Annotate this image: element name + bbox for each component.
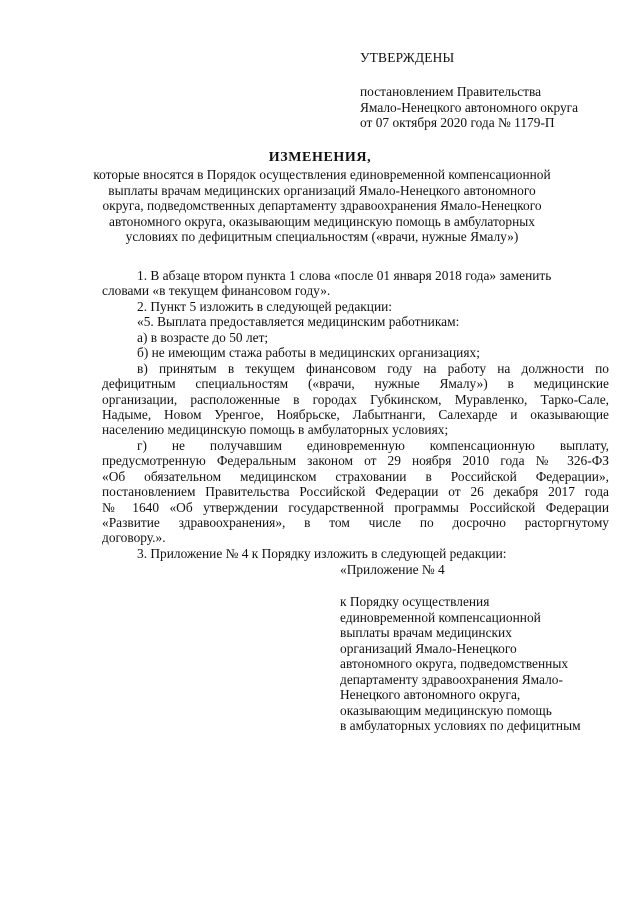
sub-item-g-line: г) не получавшим единовременную компенсационную выплату,	[137, 438, 609, 453]
appendix-line: организаций Ямало-Ненецкого	[340, 640, 517, 656]
approved-heading: УТВЕРЖДЕНЫ	[360, 50, 455, 65]
appendix-line: к Порядку осуществления	[340, 594, 490, 609]
document-title: ИЗМЕНЕНИЯ,	[268, 150, 372, 165]
sub-item-v-line: Надыме, Новом Уренгое, Ноябрьске, Лабытнанги, Салехарде и оказывающие	[102, 407, 609, 422]
sub-item-v-line: организации, расположенные в городах Губкинском, Муравленко, Тарко-Сале,	[102, 392, 609, 407]
sub-item-b: б) не имеющим стажа работы в медицинских организациях;	[137, 345, 480, 360]
sub-item-g-line: договору.».	[102, 530, 166, 545]
appendix-block	[340, 594, 610, 734]
sub-item-g-line: «Развитие здравоохранения», в том числе по досрочно расторгнутому	[102, 515, 609, 530]
subtitle-line: которые вносятся в Порядок осуществления единовременной компенсационной	[93, 167, 551, 182]
appendix-heading: «Приложение № 4	[340, 562, 445, 577]
sub-item-v-line: населению медицинскую помощь в амбулаторных условиях;	[102, 422, 449, 437]
appendix-line: в амбулаторных условиях по дефицитным	[340, 718, 581, 733]
appendix-line: Ненецкого автономного округа,	[340, 687, 521, 702]
appendix-line: выплаты врачам медицинских	[340, 625, 512, 640]
sub-item-g-line: «Об обязательном медицинском страховании в Российской Федерации»,	[102, 469, 609, 484]
document-subtitle	[80, 167, 564, 245]
sub-item-g-line: постановлением Правительства Российской Федерации от 26 декабря 2017 года	[102, 484, 609, 499]
sub-item-a: а) в возрасте до 50 лет;	[137, 330, 269, 345]
subtitle-line: выплаты врачам медицинских организаций Ямало-Ненецкого автономного	[108, 182, 536, 198]
sub-item-v-line: дефицитным специальностям («врачи, нужные Ямалу») в медицинские	[102, 376, 609, 391]
subtitle-line: округа, подведомственных департаменту здравоохранения Ямало-Ненецкого	[102, 198, 542, 213]
appendix-line: оказывающим медицинскую помощь	[340, 702, 552, 718]
appendix-line: автономного округа, подведомственных	[340, 656, 569, 671]
item-1-line-1: 1. В абзаце втором пункта 1 слова «после 01 января 2018 года» заменить	[137, 268, 552, 283]
item-2: 2. Пункт 5 изложить в следующей редакции:	[137, 299, 393, 314]
approval-line: от 07 октября 2020 года № 1179-П	[360, 115, 555, 130]
appendix-line: единовременной компенсационной	[340, 609, 541, 625]
subtitle-line: условиях по дефицитным специальностям («врачи, нужные Ямалу»)	[125, 229, 519, 244]
approval-line: постановлением Правительства	[360, 84, 542, 99]
sub-item-g-line: № 1640 «Об утверждении государственной программы Российской Федерации	[102, 500, 609, 515]
approval-line: Ямало-Ненецкого автономного округа	[360, 99, 579, 115]
quote-start: «5. Выплата предоставляется медицинским работникам:	[137, 314, 460, 329]
sub-item-g-line: предусмотренную Федеральным законом от 29 ноября 2010 года № 326-ФЗ	[102, 453, 609, 468]
item-1-line-2: словами «в текущем финансовом году».	[102, 283, 331, 298]
sub-item-v-line: в) принятым в текущем финансовом году на работу на должности по	[137, 361, 609, 376]
item-3: 3. Приложение № 4 к Порядку изложить в следующей редакции:	[137, 546, 507, 561]
approval-block	[360, 84, 610, 131]
subtitle-line: автономного округа, оказывающим медицинскую помощь в амбулаторных	[109, 213, 535, 229]
appendix-line: департаменту здравоохранения Ямало-	[340, 671, 563, 687]
